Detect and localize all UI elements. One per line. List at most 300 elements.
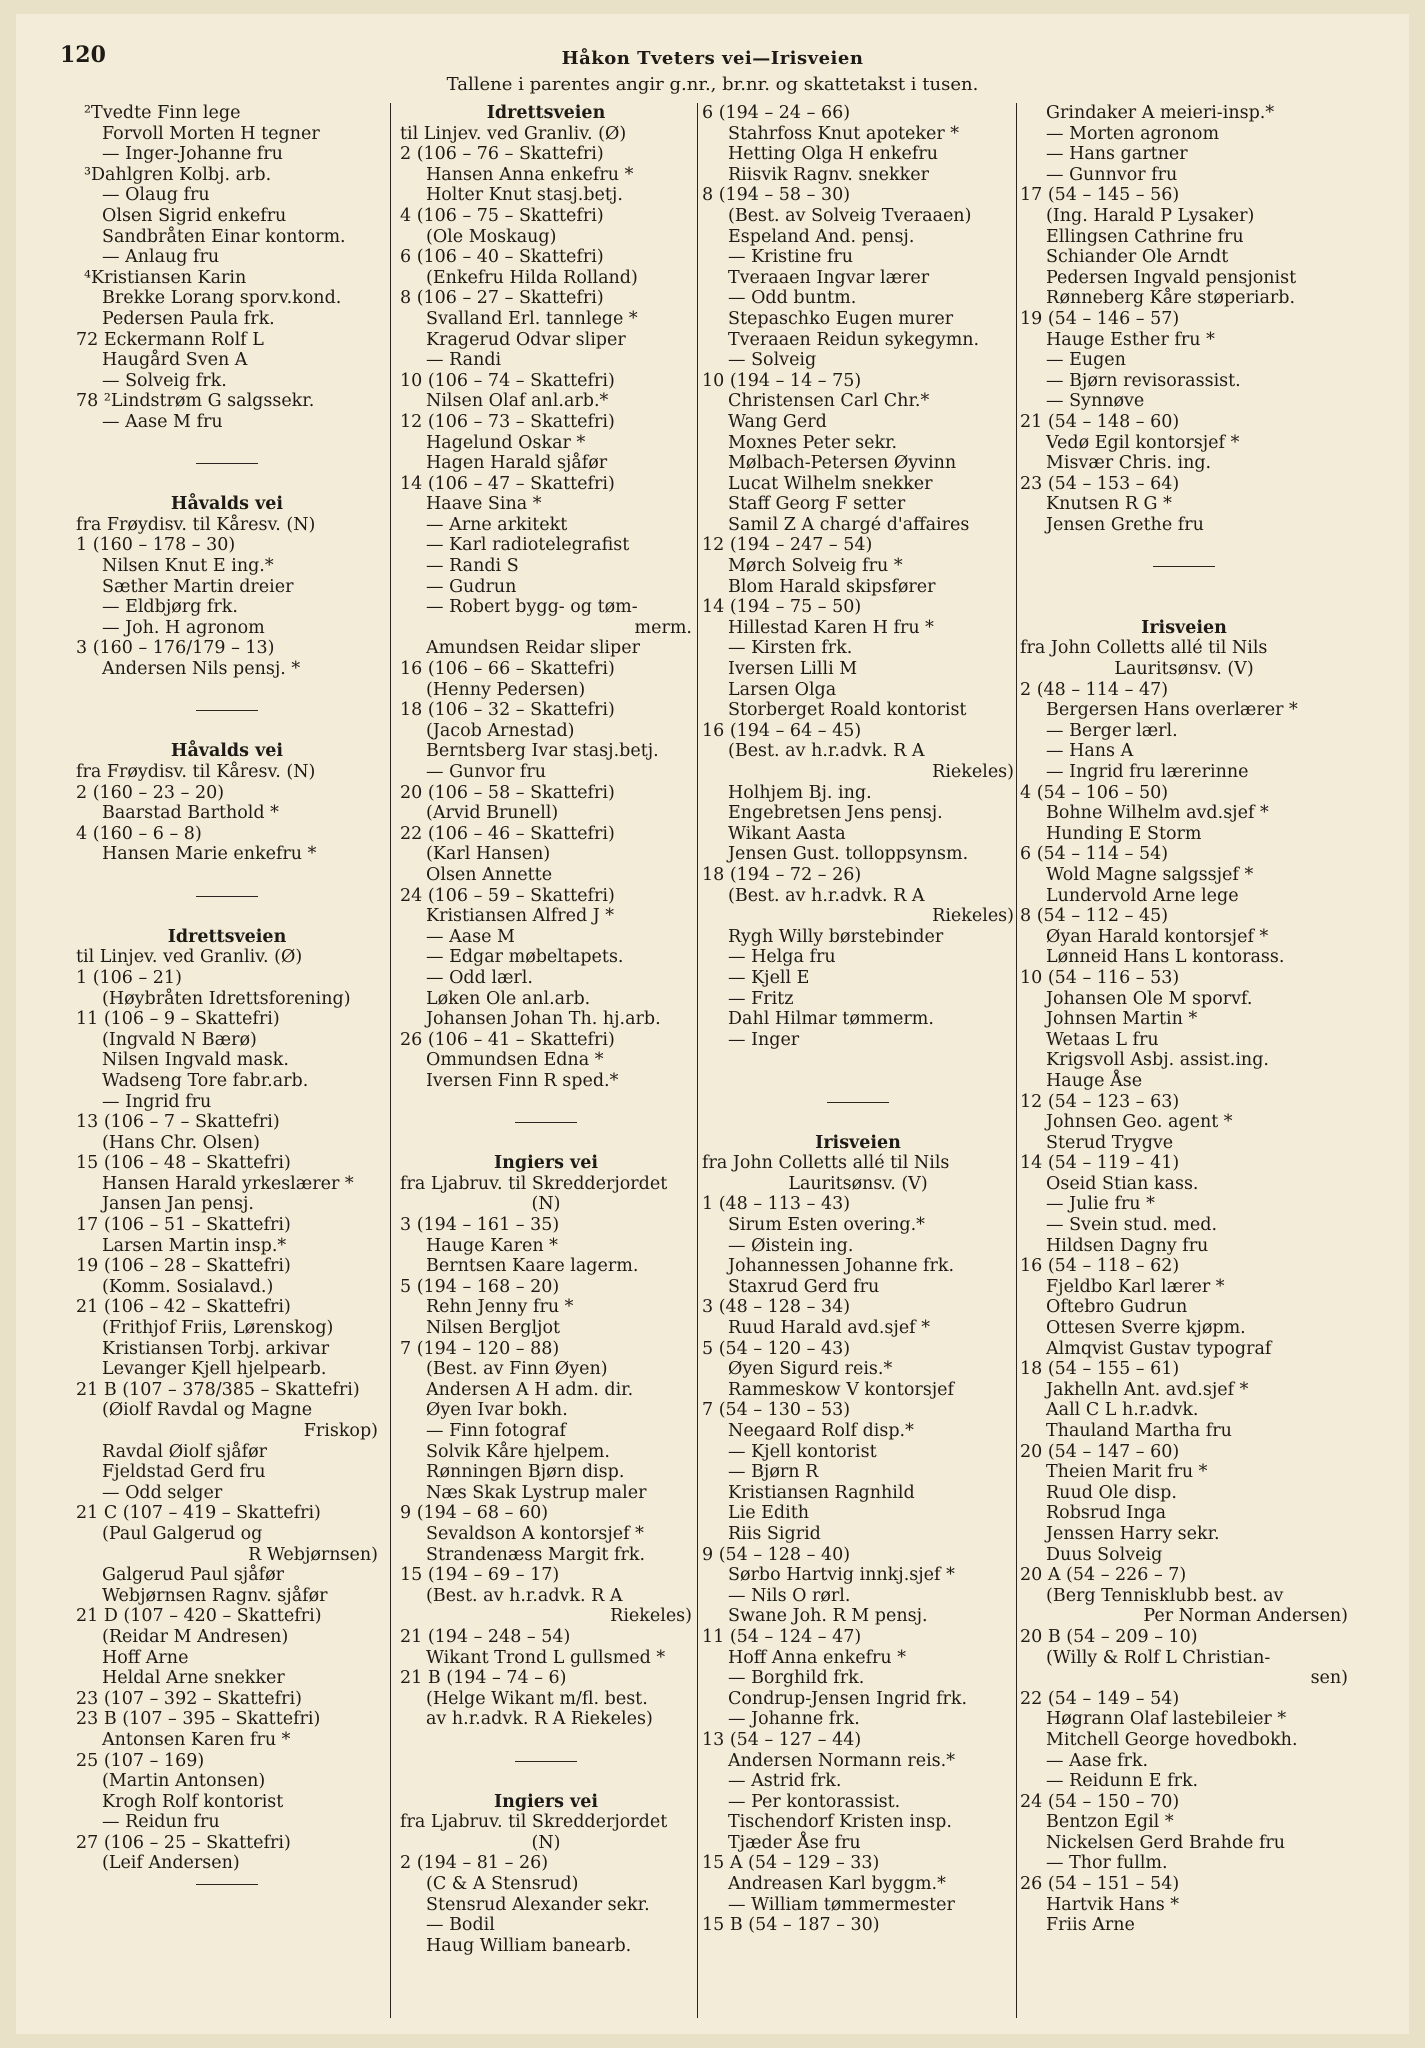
directory-entry: Kristiansen Ragnhild [728, 1482, 915, 1503]
directory-entry: Johnsen Geo. agent * [1046, 1112, 1233, 1133]
directory-entry: 21 B (194 – 74 – 6) [400, 1668, 567, 1689]
directory-entry: — Hans gartner [1046, 144, 1188, 165]
directory-entry: — Solveig [728, 350, 817, 371]
directory-entry: Jensen Gust. tolloppsynsm. [728, 844, 969, 865]
directory-entry: Robsrud Inga [1046, 1503, 1167, 1524]
directory-entry: 23 (107 – 392 – Skattefri) [76, 1688, 302, 1709]
directory-entry: 16 (194 – 64 – 45) [702, 720, 862, 741]
directory-entry: — Odd selger [102, 1482, 223, 1503]
directory-entry: (Martin Antonsen) [102, 1771, 266, 1792]
directory-entry: Oseid Stian kass. [1046, 1173, 1199, 1194]
directory-entry: Strandenæss Margit frk. [426, 1544, 646, 1565]
directory-entry: 22 (54 – 149 – 54) [1020, 1688, 1180, 1709]
directory-entry: Hoff Anna enkefru * [728, 1647, 906, 1668]
directory-entry: Blom Harald skipsfører [728, 576, 936, 597]
directory-entry: Øyan Harald kontorsjef * [1046, 926, 1269, 947]
directory-entry: Grindaker A meieri-insp.* [1046, 103, 1275, 123]
directory-entry: Theien Marit fru * [1046, 1462, 1208, 1483]
directory-entry: Christensen Carl Chr.* [728, 391, 930, 412]
directory-entry: 10 (194 – 14 – 75) [702, 370, 862, 391]
directory-entry: 18 (54 – 155 – 61) [1020, 1359, 1180, 1380]
directory-entry: Oftebro Gudrun [1046, 1297, 1188, 1318]
directory-entry: Andersen A H adm. dir. [426, 1379, 634, 1400]
column-4 [1020, 103, 1348, 2023]
spacer [76, 680, 378, 701]
directory-entry: Jansen Jan pensj. [102, 1194, 254, 1215]
directory-entry: Høgrann Olaf lastebileier * [1046, 1709, 1287, 1730]
directory-entry: Hildsen Dagny fru [1046, 1235, 1209, 1256]
directory-entry: 27 (106 – 25 – Skattefri) [76, 1832, 291, 1853]
directory-entry: Neegaard Rolf disp.* [728, 1421, 914, 1441]
section-divider [400, 1112, 692, 1133]
directory-entry: 15 (194 – 69 – 17) [400, 1565, 560, 1586]
directory-entry: — Finn fotograf [426, 1421, 566, 1441]
directory-entry: Tjæder Åse fru [728, 1832, 861, 1853]
directory-entry: — Randi [426, 350, 502, 371]
directory-entry: 23 (54 – 153 – 64) [1020, 473, 1180, 494]
directory-entry: Ravdal Øiolf sjåfør [102, 1441, 268, 1462]
directory-entry: Riekeles) [610, 1606, 692, 1627]
directory-entry: Rehn Jenny fru * [426, 1297, 574, 1318]
directory-entry: Hauge Esther fru * [1046, 329, 1215, 350]
directory-entry: 21 B (107 – 378/385 – Skattefri) [76, 1379, 360, 1400]
directory-entry: — Bjørn revisorassist. [1046, 370, 1241, 391]
directory-entry: 6 (194 – 24 – 66) [702, 103, 851, 123]
directory-entry: — Berger lærl. [1046, 720, 1178, 741]
spacer [400, 1771, 692, 1792]
directory-entry: (Best. av Solveig Tveraaen) [728, 205, 972, 226]
directory-entry: Dahl Hilmar tømmerm. [728, 1009, 934, 1030]
directory-entry: — Robert bygg- og tøm- [426, 597, 638, 618]
directory-entry: Kristiansen Torbj. arkivar [102, 1338, 330, 1359]
directory-entry: 1 (106 – 21) [76, 967, 182, 988]
spacer [400, 1133, 692, 1154]
directory-entry: Heldal Arne snekker [102, 1668, 285, 1689]
directory-entry: 1 (160 – 178 – 30) [76, 535, 236, 556]
directory-entry: — Julie fru * [1046, 1194, 1155, 1215]
directory-entry: Hartvik Hans * [1046, 1894, 1180, 1915]
directory-entry: Wang Gerd [728, 411, 827, 432]
directory-entry: Stensrud Alexander sekr. [426, 1894, 650, 1915]
directory-entry: — Borghild frk. [728, 1668, 865, 1689]
directory-entry: — Aase M fru [102, 411, 223, 432]
directory-entry: — Øistein ing. [728, 1235, 854, 1256]
directory-entry: Engebretsen Jens pensj. [728, 803, 943, 824]
directory-entry: (Henny Pedersen) [426, 679, 586, 700]
directory-entry: fra Frøydisv. til Kåresv. (N) [76, 514, 316, 535]
spacer [702, 1112, 1014, 1133]
directory-entry: Espeland And. pensj. [728, 226, 915, 247]
column-3 [702, 103, 1014, 2023]
directory-entry: Johnsen Martin * [1046, 1009, 1198, 1030]
directory-entry: — Thor fullm. [1046, 1853, 1168, 1874]
directory-entry: 7 (54 – 130 – 53) [702, 1400, 851, 1421]
directory-entry: Johannessen Johanne frk. [728, 1256, 955, 1277]
directory-entry: 24 (106 – 59 – Skattefri) [400, 885, 615, 906]
directory-entry: 5 (54 – 120 – 43) [702, 1338, 851, 1359]
directory-entry: (Ingvald N Bærø) [102, 1029, 257, 1050]
directory-entry: Duus Solveig [1046, 1544, 1163, 1565]
directory-entry: 22 (106 – 46 – Skattefri) [400, 823, 615, 844]
directory-entry: (Best. av h.r.advk. R A [426, 1585, 623, 1606]
directory-entry: — Synnøve [1046, 391, 1145, 412]
directory-entry: Ommundsen Edna * [426, 1050, 604, 1071]
directory-entry: (Berg Tennisklubb best. av [1046, 1585, 1284, 1606]
directory-entry: 21 D (107 – 420 – Skattefri) [76, 1606, 322, 1627]
directory-entry: Olsen Annette [426, 864, 553, 885]
directory-entry: 78 ²Lindstrøm G salgssekr. [76, 391, 315, 412]
directory-entry: Kristiansen Alfred J * [426, 906, 615, 927]
directory-entry: Haug William banearb. [426, 1935, 632, 1956]
directory-entry: 18 (106 – 32 – Skattefri) [400, 700, 615, 721]
directory-entry: fra Frøydisv. til Kåresv. (N) [76, 762, 316, 782]
directory-entry: ²Tvedte Finn lege [84, 103, 241, 123]
directory-entry: 10 (106 – 74 – Skattefri) [400, 370, 615, 391]
directory-entry: — Kirsten frk. [728, 638, 853, 659]
directory-entry: Larsen Martin insp.* [102, 1235, 287, 1256]
page-subtitle: Tallene i parentes angir g.nr., br.nr. og skattetakst i tusen. [446, 74, 979, 95]
directory-entry: (Komm. Sosialavd.) [102, 1276, 274, 1297]
directory-entry: 19 (54 – 146 – 57) [1020, 308, 1180, 329]
directory-entry: Krigsvoll Asbj. assist.ing. [1046, 1050, 1269, 1071]
directory-entry: Krogh Rolf kontorist [102, 1791, 284, 1812]
directory-entry: Brekke Lorang sporv.kond. [102, 288, 342, 309]
directory-entry: Tveraaen Reidun sykegymn. [728, 329, 980, 350]
directory-entry: Sterud Trygve [1046, 1132, 1174, 1153]
column-divider [390, 103, 391, 2018]
directory-entry: Øyen Sigurd reis.* [728, 1359, 893, 1380]
directory-entry: Ottesen Sverre kjøpm. [1046, 1318, 1246, 1339]
directory-entry: Sæther Martin dreier [102, 576, 294, 597]
section-divider [400, 1751, 692, 1772]
directory-entry: (Enkefru Hilda Rolland) [426, 267, 638, 288]
directory-entry: ³Dahlgren Kolbj. arb. [84, 164, 272, 185]
directory-entry: Hunding E Storm [1046, 823, 1202, 844]
directory-entry: Mølbach-Petersen Øyvinn [728, 453, 957, 474]
directory-entry: Holter Knut stasj.betj. [426, 185, 623, 206]
directory-entry: Tveraaen Ingvar lærer [728, 267, 930, 288]
directory-entry: Johansen Johan Th. hj.arb. [426, 1009, 661, 1030]
directory-entry: Hoff Arne [102, 1647, 189, 1668]
directory-entry: Rønneberg Kåre støperiarb. [1046, 288, 1296, 309]
section-divider [1020, 556, 1348, 577]
directory-entry: — William tømmermester [728, 1894, 955, 1915]
spacer [1020, 535, 1348, 556]
spacer [76, 865, 378, 886]
directory-entry: Nilsen Ingvald mask. [102, 1050, 289, 1071]
directory-entry: 14 (54 – 119 – 41) [1020, 1153, 1180, 1174]
directory-entry: 8 (106 – 27 – Skattefri) [400, 288, 604, 309]
directory-entry: Berntsberg Ivar stasj.betj. [426, 741, 659, 762]
directory-entry: Hauge Åse [1046, 1070, 1143, 1091]
directory-entry: (Best. av h.r.advk. R A [728, 741, 925, 762]
directory-entry: 14 (106 – 47 – Skattefri) [400, 473, 615, 494]
directory-entry: (Best. av Finn Øyen) [426, 1359, 608, 1380]
directory-entry: Lucat Wilhelm snekker [728, 473, 933, 494]
directory-entry: 13 (106 – 7 – Skattefri) [76, 1112, 280, 1133]
directory-entry: 2 (160 – 23 – 20) [76, 782, 225, 803]
directory-entry: merm. [634, 617, 692, 638]
section-divider [76, 886, 378, 907]
directory-entry: 9 (194 – 68 – 60) [400, 1503, 549, 1524]
directory-entry: (N) [531, 1194, 561, 1215]
directory-entry: Holhjem Bj. ing. [728, 782, 872, 803]
directory-entry: 7 (194 – 120 – 88) [400, 1338, 560, 1359]
directory-entry: Schiander Ole Arndt [1046, 247, 1229, 268]
directory-entry: 20 A (54 – 226 – 7) [1020, 1565, 1187, 1586]
directory-entry: Olsen Sigrid enkefru [102, 205, 287, 226]
directory-entry: Sevaldson A kontorsjef * [426, 1523, 644, 1544]
directory-entry: — Svein stud. med. [1046, 1215, 1218, 1236]
street-heading: Ingiers vei [493, 1791, 599, 1812]
directory-entry: Mitchell George hovedbokh. [1046, 1729, 1298, 1750]
directory-entry: Bentzon Egil * [1046, 1812, 1174, 1833]
directory-entry: — Fritz [728, 988, 794, 1009]
directory-entry: Galgerud Paul sjåfør [102, 1565, 285, 1586]
directory-entry: (Ing. Harald P Lysaker) [1046, 205, 1255, 226]
directory-entry: Næs Skak Lystrup maler [426, 1482, 647, 1503]
directory-entry: — Inger [728, 1029, 800, 1050]
directory-entry: fra John Colletts allé til Nils [1020, 638, 1268, 659]
directory-entry: Samil Z A chargé d'affaires [728, 514, 970, 535]
directory-entry: Hillestad Karen H fru * [728, 617, 934, 638]
directory-entry: (Jacob Arnestad) [426, 720, 575, 741]
directory-entry: Wikant Aasta [728, 823, 846, 844]
directory-entry: 23 B (107 – 395 – Skattefri) [76, 1709, 321, 1730]
column-2 [400, 103, 692, 2023]
directory-entry: (Reidar M Andresen) [102, 1626, 289, 1647]
directory-entry: — Eldbjørg frk. [102, 597, 238, 618]
directory-entry: Condrup-Jensen Ingrid frk. [728, 1688, 968, 1709]
directory-entry: Ruud Harald avd.sjef * [728, 1318, 930, 1339]
directory-entry: 17 (54 – 145 – 56) [1020, 185, 1180, 206]
directory-entry: 19 (106 – 28 – Skattefri) [76, 1256, 291, 1277]
directory-entry: Rammeskow V kontorsjef [728, 1379, 955, 1400]
directory-entry: (Helge Wikant m/fl. best. [426, 1688, 648, 1709]
directory-entry: 3 (160 – 176/179 – 13) [76, 638, 275, 659]
directory-entry: (Høybråten Idrettsforening) [102, 988, 351, 1009]
directory-entry: — Kjell kontorist [728, 1441, 877, 1462]
directory-entry: Amundsen Reidar sliper [426, 638, 640, 659]
spacer [1020, 597, 1348, 618]
directory-entry: Iversen Lilli M [728, 659, 858, 680]
directory-entry: Friskop) [303, 1421, 378, 1441]
directory-entry: fra Ljabruv. til Skredderjordet [400, 1173, 668, 1194]
spacer [76, 474, 378, 495]
directory-entry: — Gudrun [426, 576, 517, 597]
directory-entry: 25 (107 – 169) [76, 1750, 205, 1771]
directory-entry: — Odd buntm. [728, 288, 857, 309]
directory-entry: Rygh Willy børstebinder [728, 926, 944, 947]
directory-entry: Swane Joh. R M pensj. [728, 1606, 928, 1627]
directory-entry: — Olaug fru [102, 185, 210, 206]
directory-entry: — Ingrid fru [102, 1091, 212, 1112]
directory-entry: Kragerud Odvar sliper [426, 329, 626, 350]
directory-entry: Per Norman Andersen) [1143, 1606, 1348, 1627]
directory-entry: 20 (54 – 147 – 60) [1020, 1441, 1180, 1462]
directory-entry: Hauge Karen * [426, 1235, 558, 1256]
directory-entry: 8 (54 – 112 – 45) [1020, 906, 1169, 927]
directory-entry: 4 (54 – 106 – 50) [1020, 782, 1169, 803]
running-title: Håkon Tveters vei—Irisveien [561, 48, 864, 69]
directory-entry: av h.r.advk. R A Riekeles) [426, 1709, 653, 1730]
directory-entry: Riis Sigrid [728, 1523, 821, 1544]
directory-entry: — Aase M [426, 926, 515, 947]
directory-entry: Nilsen Bergljot [426, 1318, 561, 1339]
directory-entry: ⁴Kristiansen Karin [84, 267, 247, 288]
directory-entry: — Ingrid fru lærerinne [1046, 762, 1249, 782]
directory-entry: — Anlaug fru [102, 247, 220, 268]
directory-entry: (Willy & Rolf L Christian- [1046, 1647, 1271, 1668]
directory-entry: Riekeles) [932, 762, 1014, 782]
directory-entry: Sandbråten Einar kontorm. [102, 226, 346, 247]
directory-entry: 14 (194 – 75 – 50) [702, 597, 862, 618]
directory-entry: (Arvid Brunell) [426, 803, 559, 824]
section-divider [76, 1874, 378, 1895]
column-divider [1016, 103, 1017, 2018]
directory-entry: 2 (194 – 81 – 26) [400, 1853, 549, 1874]
directory-entry: Misvær Chris. ing. [1046, 453, 1212, 474]
page-number: 120 [60, 42, 106, 68]
directory-entry: 4 (106 – 75 – Skattefri) [400, 205, 604, 226]
directory-entry: Antonsen Karen fru * [102, 1729, 291, 1750]
directory-entry: — Aase frk. [1046, 1750, 1149, 1771]
directory-entry: — Bjørn R [728, 1462, 819, 1483]
directory-entry: (Ole Moskaug) [426, 226, 557, 247]
directory-entry: Hagen Harald sjåfør [426, 453, 608, 474]
directory-entry: — Morten agronom [1046, 123, 1220, 144]
directory-entry: Vedø Egil kontorsjef * [1046, 432, 1240, 453]
directory-entry: Moxnes Peter sekr. [728, 432, 898, 453]
directory-entry: Johansen Ole M sporvf. [1046, 988, 1253, 1009]
directory-entry: 11 (106 – 9 – Skattefri) [76, 1009, 280, 1030]
directory-entry: 16 (54 – 118 – 62) [1020, 1256, 1180, 1277]
spacer [702, 1050, 1014, 1071]
directory-entry: Pedersen Ingvald pensjonist [1046, 267, 1297, 288]
directory-entry: 1 (48 – 113 – 43) [702, 1194, 851, 1215]
directory-entry: 72 Eckermann Rolf L [76, 329, 264, 350]
directory-entry: (Øiolf Ravdal og Magne [102, 1400, 313, 1421]
directory-entry: 10 (54 – 116 – 53) [1020, 967, 1180, 988]
directory-entry: Andersen Normann reis.* [728, 1750, 955, 1771]
directory-entry: Thauland Martha fru [1046, 1421, 1232, 1441]
directory-entry: Bohne Wilhelm avd.sjef * [1046, 803, 1269, 824]
directory-entry: (Hans Chr. Olsen) [102, 1132, 260, 1153]
directory-entry: Wadseng Tore fabr.arb. [102, 1070, 309, 1091]
street-heading: Ingiers vei [493, 1153, 599, 1174]
directory-entry: 4 (160 – 6 – 8) [76, 823, 202, 844]
directory-entry: Almqvist Gustav typograf [1046, 1338, 1272, 1359]
directory-entry: 3 (194 – 161 – 35) [400, 1215, 560, 1236]
street-heading: Irisveien [815, 1132, 901, 1153]
directory-entry: 3 (48 – 128 – 34) [702, 1297, 851, 1318]
directory-entry: sen) [1310, 1668, 1348, 1689]
directory-entry: — Gunvor fru [426, 762, 547, 782]
directory-entry: Lie Edith [728, 1503, 810, 1524]
directory-entry: Hagelund Oskar * [426, 432, 586, 453]
directory-entry: (Paul Galgerud og [102, 1523, 263, 1544]
directory-entry: Nilsen Knut E ing.* [102, 556, 274, 577]
directory-entry: Berntsen Kaare lagerm. [426, 1256, 639, 1277]
directory-entry: Wold Magne salgssjef * [1046, 864, 1254, 885]
directory-entry: Løken Ole anl.arb. [426, 988, 591, 1009]
spacer [76, 433, 378, 454]
directory-entry: Sirum Esten overing.* [728, 1215, 925, 1236]
directory-entry: 21 (194 – 248 – 54) [400, 1626, 571, 1647]
street-heading: Håvalds vei [170, 494, 284, 515]
directory-entry: Wikant Trond L gullsmed * [426, 1647, 666, 1668]
directory-entry: 11 (54 – 124 – 47) [702, 1626, 862, 1647]
directory-entry: Iversen Finn R sped.* [426, 1070, 619, 1091]
directory-entry: Riekeles) [932, 906, 1014, 927]
directory-entry: — Odd lærl. [426, 967, 533, 988]
directory-entry: Tischendorf Kristen insp. [728, 1812, 952, 1833]
directory-entry: — Hans A [1046, 741, 1134, 762]
directory-entry: Jakhelln Ant. avd.sjef * [1046, 1379, 1249, 1400]
directory-entry: Ruud Ole disp. [1046, 1482, 1177, 1503]
directory-entry: — Randi S [426, 556, 519, 577]
directory-entry: Haugård Sven A [102, 350, 248, 371]
directory-entry: 17 (106 – 51 – Skattefri) [76, 1215, 291, 1236]
directory-entry: fra Ljabruv. til Skredderjordet [400, 1812, 668, 1833]
directory-entry: Øyen Ivar bokh. [426, 1400, 568, 1421]
directory-entry: Hetting Olga H enkefru [728, 144, 938, 165]
directory-entry: 6 (106 – 40 – Skattefri) [400, 247, 604, 268]
street-heading: Idrettsveien [167, 926, 287, 947]
directory-entry: — Astrid frk. [728, 1771, 842, 1792]
spacer [1020, 577, 1348, 598]
directory-entry: 21 C (107 – 419 – Skattefri) [76, 1503, 321, 1524]
directory-entry: (Best. av h.r.advk. R A [728, 885, 925, 906]
directory-entry: til Linjev. ved Granliv. (Ø) [76, 947, 303, 968]
directory-entry: (Karl Hansen) [426, 844, 551, 865]
section-divider [702, 1092, 1014, 1113]
column-divider [697, 103, 698, 2018]
spacer [702, 1071, 1014, 1092]
directory-entry: Svalland Erl. tannlege * [426, 308, 638, 329]
directory-entry: Riisvik Ragnv. snekker [728, 164, 929, 185]
directory-entry: Sørbo Hartvig innkj.sjef * [728, 1565, 955, 1586]
section-divider [76, 453, 378, 474]
directory-entry: 24 (54 – 150 – 70) [1020, 1791, 1180, 1812]
directory-entry: (Leif Andersen) [102, 1853, 240, 1874]
directory-entry: Forvoll Morten H tegner [102, 123, 320, 144]
directory-entry: Levanger Kjell hjelpearb. [102, 1359, 327, 1380]
directory-entry: 15 (106 – 48 – Skattefri) [76, 1153, 291, 1174]
directory-entry: 6 (54 – 114 – 54) [1020, 844, 1169, 865]
spacer [76, 721, 378, 742]
directory-entry: Bergersen Hans overlærer * [1046, 700, 1298, 721]
directory-entry: — Joh. H agronom [102, 617, 265, 638]
directory-entry: Nickelsen Gerd Brahde fru [1046, 1832, 1286, 1853]
directory-entry: 26 (54 – 151 – 54) [1020, 1874, 1180, 1895]
spacer [76, 906, 378, 927]
directory-entry: 20 (106 – 58 – Skattefri) [400, 782, 615, 803]
directory-entry: Lundervold Arne lege [1046, 885, 1239, 906]
directory-entry: Storberget Roald kontorist [728, 700, 967, 721]
directory-entry: Andreasen Karl byggm.* [728, 1874, 946, 1895]
directory-entry: — Karl radiotelegrafist [426, 535, 630, 556]
directory-entry: Rønningen Bjørn disp. [426, 1462, 625, 1483]
directory-entry: — Reidun fru [102, 1812, 220, 1833]
directory-entry: fra John Colletts allé til Nils [702, 1153, 950, 1174]
directory-entry: (C & A Stensrud) [426, 1874, 579, 1895]
directory-entry: Lønneid Hans L kontorass. [1046, 947, 1285, 968]
directory-entry: — Reidunn E frk. [1046, 1771, 1199, 1792]
directory-entry: Larsen Olga [728, 679, 837, 700]
directory-entry: 21 (106 – 42 – Skattefri) [76, 1297, 291, 1318]
directory-entry: 13 (54 – 127 – 44) [702, 1729, 862, 1750]
